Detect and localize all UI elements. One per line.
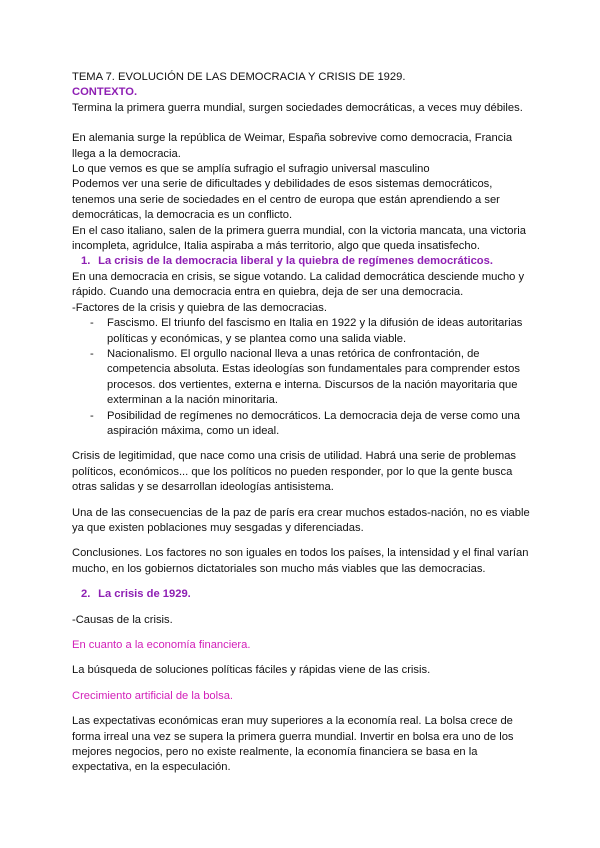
section-2-title: La crisis de 1929. — [98, 588, 191, 601]
contexto-line: Podemos ver una serie de dificultades y debilidades de esos sistemas democráticos, tenemos una serie de sociedades en el centro de europa que están aprendiendo a ser democráticas, la democracia es un conflicto. — [72, 178, 500, 222]
paragraph-conclusiones: Conclusiones. Los factores no son iguales en todos los países, la intensidad y el final varían mucho, en los gobiernos dictatoriales son mucho más viables que las democracias. — [72, 547, 529, 575]
section-1-heading — [72, 254, 532, 269]
list-item — [72, 347, 532, 409]
dash-marker: - — [90, 317, 94, 330]
paragraph-legitimidad: Crisis de legitimidad, que nace como una crisis de utilidad. Habrá una serie de problemas políticos, económicos... que los políticos no pueden responder, por lo que la gente busca otras salidas y se desarrollan ideologías antisistema. — [72, 450, 517, 494]
list-item-text: Fascismo. El triunfo del fascismo en Italia en 1922 y la difusión de ideas autoritarias políticas y económicas, y se plantea como una salida viable. — [107, 317, 523, 345]
document-title: TEMA 7. EVOLUCIÓN DE LAS DEMOCRACIA Y CRISIS DE 1929. — [72, 71, 406, 83]
section-2-heading — [72, 587, 532, 602]
contexto-heading: CONTEXTO. — [72, 86, 138, 99]
subheading-economia-financiera: En cuanto a la economía financiera. — [72, 639, 251, 651]
spacer — [72, 704, 532, 714]
paragraph-busqueda: La búsqueda de soluciones políticas fáciles y rápidas viene de las crisis. — [72, 664, 431, 677]
dash-marker: - — [90, 347, 94, 360]
list-item — [72, 409, 532, 440]
spacer — [72, 439, 532, 449]
contexto-paragraph: Termina la primera guerra mundial, surgen sociedades democráticas, a veces muy débiles. — [72, 101, 523, 114]
paragraph-paz: Una de las consecuencias de la paz de parís era crear muchos estados-nación, no es viable ya que existen poblaciones muy sesgadas y diferenciadas. — [72, 506, 530, 534]
list-item — [72, 316, 532, 347]
spacer — [72, 536, 532, 546]
subheading-bolsa: Crecimiento artificial de la bolsa. — [72, 689, 234, 702]
spacer — [72, 496, 532, 506]
section-1-line: En una democracia en crisis, se sigue votando. La calidad democrática desciende mucho y rápido. Cuando una democracia entra en quiebra, deja de ser una democracia. — [72, 270, 525, 299]
section-1-title: La crisis de la democracia liberal y la quiebra de regímenes democráticos. — [98, 255, 493, 268]
paragraph-expectativas: Las expectativas económicas eran muy superiores a la economía real. La bolsa crece de forma irreal una vez se supera la primera guerra mundial. Invertir en bolsa era uno de los mejores negocios, pero no existe realmente, la economía financiera se basa en la expectativa, en la especulación. — [72, 715, 514, 774]
spacer — [72, 628, 532, 638]
list-item-text: Posibilidad de regímenes no democráticos. La democracia deja de verse como una aspiración máxima, como un ideal. — [107, 409, 520, 437]
contexto-line: Lo que vemos es que se amplía sufragio el sufragio universal masculino — [72, 163, 430, 176]
section-1-line: -Factores de la crisis y quiebra de las democracias. — [72, 301, 327, 314]
section-1-number: 1. — [81, 255, 91, 268]
spacer — [72, 653, 532, 663]
spacer — [72, 603, 532, 613]
spacer — [72, 577, 532, 587]
factors-list — [72, 316, 532, 439]
dash-marker: - — [90, 409, 94, 422]
section-2-number: 2. — [81, 588, 91, 601]
spacer — [72, 679, 532, 689]
spacer — [72, 116, 532, 131]
document-page — [72, 70, 532, 776]
contexto-line: En el caso italiano, salen de la primera guerra mundial, con la victoria mancata, una victoria incompleta, agridulce, Italia aspiraba a más territorio, algo que queda insatisfecho. — [72, 224, 526, 253]
contexto-line: En alemania surge la república de Weimar, España sobrevive como democracia, Francia llega a la democracia. — [72, 132, 513, 160]
causas-line: -Causas de la crisis. — [72, 613, 173, 626]
list-item-text: Nacionalismo. El orgullo nacional lleva a unas retórica de confrontación, de competencia absoluta. Estas ideologías son fundamentales para comprender estos procesos. dos vertientes, externa e interna. Discursos de la nación mayoritaria que exterminan a la nación minoritaria. — [107, 347, 520, 407]
